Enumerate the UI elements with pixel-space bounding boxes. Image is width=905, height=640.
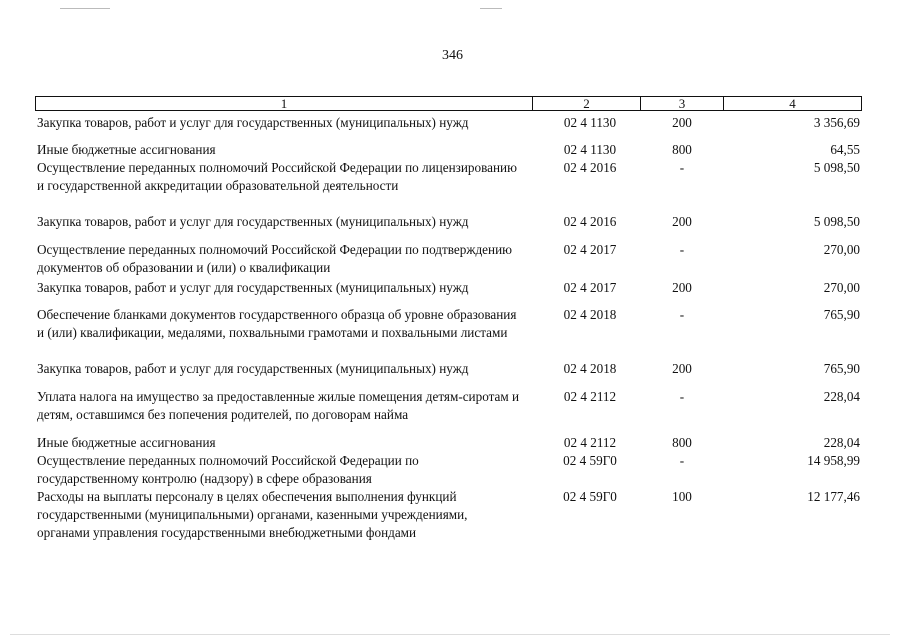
row-code: 02 4 2017 [563, 242, 617, 257]
row-amount: 14 958,99 [807, 453, 860, 468]
row-code: 02 4 2016 [563, 160, 617, 175]
row-amount: 765,90 [823, 361, 860, 376]
row-name: Закупка товаров, работ и услуг для государственных (муниципальных) нужд [37, 361, 469, 376]
row-code: 02 4 59Г0 [563, 453, 617, 468]
row-type: 800 [672, 142, 692, 157]
header-col-3: 3 [641, 97, 724, 110]
row-type: 100 [672, 489, 692, 504]
row-amount: 228,04 [823, 435, 860, 450]
row-code: 02 4 2018 [563, 361, 617, 376]
row-amount: 3 356,69 [813, 115, 860, 130]
row-type: - [679, 389, 685, 404]
row-type: 200 [672, 361, 692, 376]
row-amount: 12 177,46 [807, 489, 860, 504]
row-code: 02 4 59Г0 [563, 489, 617, 504]
row-name: Расходы на выплаты персоналу в целях обеспечения выполнения функций государственными (муниципальными) органами, казенными учреждениями, органами управления государственными внебюджетными фондами [37, 489, 468, 540]
scan-artifact-top [480, 8, 502, 9]
row-amount: 5 098,50 [813, 160, 860, 175]
header-col-4: 4 [789, 96, 796, 111]
row-code: 02 4 2112 [563, 389, 617, 404]
row-name: Закупка товаров, работ и услуг для государственных (муниципальных) нужд [37, 280, 469, 295]
row-name: Иные бюджетные ассигнования [37, 142, 216, 157]
row-type: 200 [672, 214, 692, 229]
row-name: Закупка товаров, работ и услуг для государственных (муниципальных) нужд [37, 214, 469, 229]
row-amount: 270,00 [823, 242, 860, 257]
row-code: 02 4 2018 [563, 307, 617, 322]
row-type: - [679, 160, 685, 175]
row-amount: 5 098,50 [813, 214, 860, 229]
row-code: 02 4 1130 [563, 115, 617, 130]
row-name: Иные бюджетные ассигнования [37, 435, 216, 450]
row-code: 02 4 1130 [563, 142, 617, 157]
row-code: 02 4 2016 [563, 214, 617, 229]
row-name: Закупка товаров, работ и услуг для государственных (муниципальных) нужд [37, 115, 469, 130]
row-type: 200 [672, 280, 692, 295]
row-amount: 64,55 [830, 142, 860, 157]
row-name: Уплата налога на имущество за предоставленные жилые помещения детям-сиротам и детям, оставшимся без попечения родителей, по договорам найма [37, 389, 520, 422]
row-code: 02 4 2112 [563, 435, 617, 450]
row-name: Осуществление переданных полномочий Российской Федерации по лицензированию и государственной аккредитации образовательной деятельности [37, 160, 517, 193]
row-type: - [679, 453, 685, 468]
row-amount: 765,90 [823, 307, 860, 322]
header-col-1: 1 [36, 97, 533, 110]
header-col-2: 2 [533, 97, 641, 110]
row-amount: 270,00 [823, 280, 860, 295]
scan-artifact-top [60, 8, 110, 9]
row-type: - [679, 242, 685, 257]
row-code: 02 4 2017 [563, 280, 617, 295]
scan-artifact-bottom [10, 634, 890, 635]
row-type: - [679, 307, 685, 322]
row-name: Осуществление переданных полномочий Российской Федерации по подтверждению документов об образовании и (или) о квалификации [37, 242, 513, 275]
row-name: Обеспечение бланками документов государственного образца об уровне образования и (или) квалификации, медалями, похвальными грамотами и похвальными листами [37, 307, 517, 340]
row-name: Осуществление переданных полномочий Российской Федерации по государственному контролю (надзору) в сфере образования [37, 453, 419, 486]
row-type: 200 [672, 115, 692, 130]
row-type: 800 [672, 435, 692, 450]
table-header [35, 96, 862, 111]
page-number: 346 [442, 48, 463, 63]
row-amount: 228,04 [823, 389, 860, 404]
